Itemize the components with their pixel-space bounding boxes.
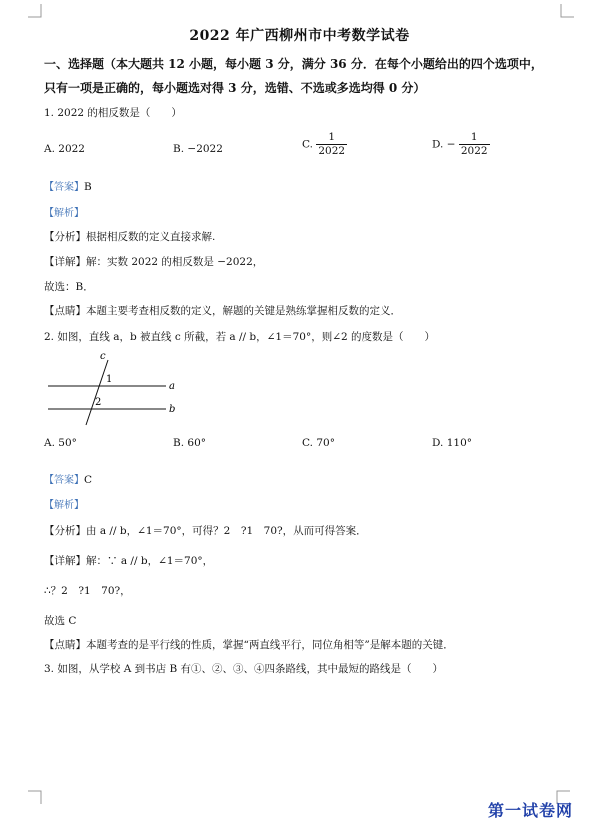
fraction-denominator: 2022 [318,145,346,157]
fraction-numerator: 1 [328,131,336,143]
q1-xiangjie: 【详解】解：实数 2022 的相反数是 −2022， [44,256,264,268]
q2-guxuan: 故选 C [44,615,77,627]
answer-tag: 【答案】 [44,182,84,193]
section-header-line2: 只有一项是正确的，每小题选对得 3 分，选错、不选或多选均得 0 分） [44,81,426,95]
label-c: c [100,351,106,362]
q2-option-b: B. 60° [173,437,207,449]
q1-dianjing: 【点睛】本题主要考查相反数的定义，解题的关键是熟练掌握相反数的定义． [44,305,401,317]
q2-fenxi: 【分析】由 a // b，∠1＝70°，可得？2 ?1 70?，从而可得答案． [44,525,367,537]
crop-mark-top-left [28,4,42,18]
q1-option-d [432,131,490,158]
q1-fenxi: 【分析】根据相反数的定义直接求解. [44,231,216,243]
q1-option-b: B. −2022 [173,143,223,155]
q2-parallel-lines-figure [44,350,194,430]
q2-dianjing: 【点睛】本题考查的是平行线的性质，掌握“两直线平行，同位角相等”是解本题的关键． [44,639,454,651]
label-a: a [169,381,175,392]
answer-value: B [84,181,92,193]
answer-tag: 【答案】 [44,475,84,486]
q2-xiangjie: 【详解】解：∵ a // b，∠1＝70°， [44,555,214,567]
q2-step: ∴？2 ?1 70?， [44,585,131,597]
q2-option-d: D. 110° [432,437,473,449]
fraction-denominator: 2022 [460,145,488,157]
label-angle-1: 1 [106,374,113,385]
q2-analysis-tag: 【解析】 [44,500,84,511]
q1-guxuan: 故选：B． [44,281,94,293]
label-b: b [169,404,176,415]
q2-option-c: C. 70° [302,437,335,449]
q3-stem: 3. 如图，从学校 A 到书店 B 有①、②、③、④四条路线，其中最短的路线是（ ） [44,663,444,675]
crop-mark-bottom-left [28,790,42,804]
answer-value: C [84,474,93,486]
q1-option-d-prefix: D. − [432,138,456,151]
q1-option-c [302,131,347,158]
q2-stem: 2. 如图，直线 a，b 被直线 c 所截，若 a // b，∠1＝70°，则∠2 的度数是（ ） [44,331,436,343]
line-c [86,360,108,425]
site-watermark: 第一试卷网 [488,801,574,820]
q1-option-c-prefix: C. [302,138,313,151]
q1-option-d-fraction [459,131,490,158]
crop-mark-top-right [560,4,574,18]
page-title: 2022 年广西柳州市中考数学试卷 [189,28,410,44]
q1-stem: 1. 2022 的相反数是（ ） [44,107,182,119]
q1-option-a: A. 2022 [44,143,85,155]
q2-option-a: A. 50° [44,437,77,449]
fraction-numerator: 1 [470,131,478,143]
q1-analysis-tag: 【解析】 [44,208,84,219]
q2-answer [44,471,92,486]
q1-answer [44,178,92,193]
label-angle-2: 2 [95,397,102,408]
q1-option-c-fraction [316,131,347,158]
section-header-line1: 一、选择题（本大题共 12 小题，每小题 3 分，满分 36 分．在每个小题给出的四个选项中， [44,57,543,71]
